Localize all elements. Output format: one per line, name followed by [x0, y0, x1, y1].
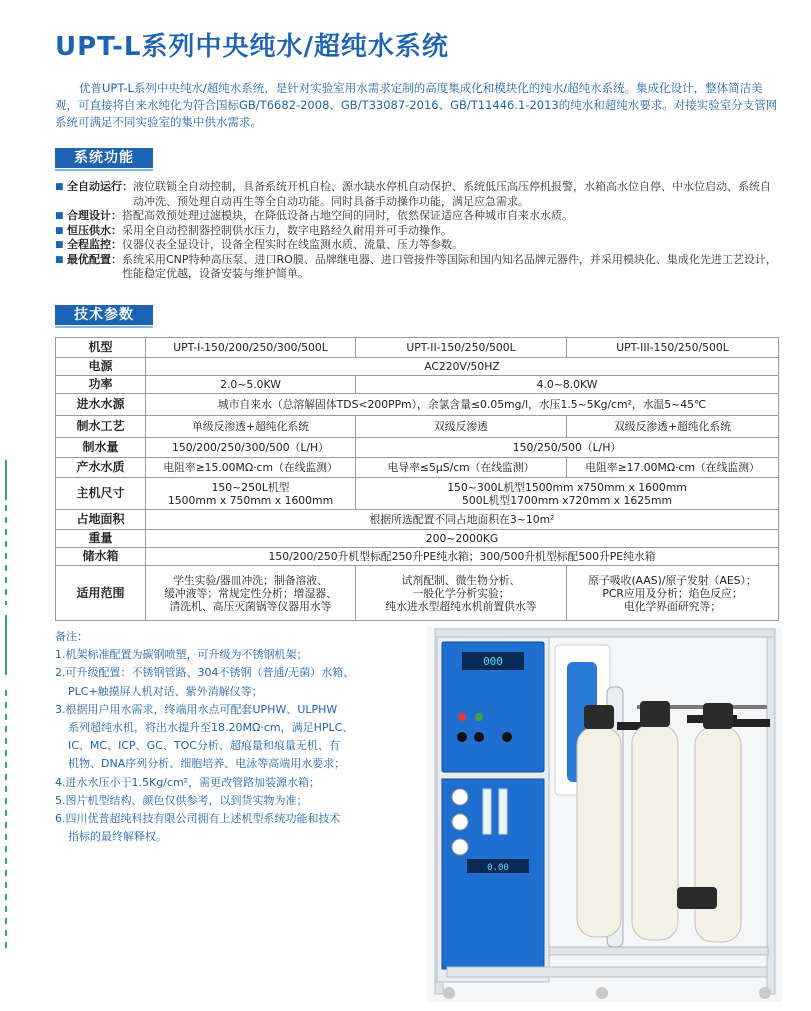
scope-line: 一般化学分析实验；	[412, 586, 510, 600]
scope-line: 原子吸收(AAS)/原子发射（AES）；	[588, 573, 757, 587]
row-header: 储水箱	[56, 548, 146, 566]
function-text: 采用全自动控制器控制供水压力，数字电路经久耐用并可手动操作。	[122, 223, 452, 237]
note-line: 机物、DNA序列分析、细胞培养、电泳等高端用水要求；	[68, 757, 346, 771]
table-row	[56, 358, 779, 376]
decorative-line	[5, 615, 7, 675]
row-header: 重量	[56, 530, 146, 548]
note-line: 指标的最终解释权。	[68, 830, 167, 844]
note-line: 3.根据用户用水需求，终端用水点可配套UPHW、ULPHW	[55, 702, 338, 716]
scope-line: PCR应用及分析；焰色反应；	[602, 586, 743, 600]
scope-line: 试剂配制、微生物分析、	[401, 573, 521, 587]
table-row	[56, 458, 779, 478]
scope-line: 学生实验/器皿冲洗；制备溶液、	[173, 573, 328, 587]
scope-line: 电化学界面研究等；	[623, 599, 722, 613]
meter-readout: 000	[483, 655, 503, 668]
square-bullet-icon: ■	[55, 225, 64, 236]
note-line: 系列超纯水机，将出水提升至18.20MΩ·cm，满足HPLC、	[68, 721, 354, 735]
table-row	[56, 416, 779, 438]
note-line: 5.图片机型结构、颜色仅供参考，以到货实物为准；	[55, 793, 308, 807]
note-line: 1.机架标准配置为碳钢喷塑，可升级为不锈钢机架；	[55, 648, 308, 662]
table-row	[56, 530, 779, 548]
row-header: 主机尺寸	[56, 478, 146, 510]
scope-line: 纯水进水型超纯水机前置供水等	[385, 599, 537, 613]
decorative-dashes	[5, 505, 7, 605]
function-text: 搭配高效预处理过滤模块，在降低设备占地空间的同时，依然保证适应各种城市自来水水质。	[122, 209, 573, 222]
function-label: 合理设计：	[67, 209, 122, 222]
table-cell: UPT-I-150/200/250/300/500L	[146, 338, 356, 358]
list-item	[55, 224, 780, 239]
row-header: 制水量	[56, 438, 146, 458]
row-header: 适用范围	[56, 566, 146, 621]
table-row	[56, 566, 779, 621]
section-heading-functions: 系统功能	[55, 148, 153, 168]
note-line: PLC+触摸屏人机对话、紫外消解仪等；	[68, 684, 263, 698]
function-list	[55, 180, 780, 282]
table-cell: UPT-III-150/250/500L	[567, 338, 779, 358]
square-bullet-icon: ■	[55, 240, 64, 250]
table-cell: 单级反渗透+超纯化系统	[146, 416, 356, 438]
table-cell: UPT-II-150/250/500L	[356, 338, 567, 358]
square-bullet-icon: ■	[55, 211, 64, 221]
row-header: 制水工艺	[56, 416, 146, 438]
note-line: 6.四川优普超纯科技有限公司拥有上述机型系统功能和技术	[55, 812, 341, 826]
table-cell: 根据所选配置不同占地面积在3~10m²	[146, 510, 779, 530]
table-cell	[146, 478, 356, 510]
row-header: 产水水质	[56, 458, 146, 478]
intro-paragraph: 优普UPT-L系列中央纯水/超纯水系统，是针对实验室用水需求定制的高度集成化和模块化的纯水/超纯水系统。集成化设计，整体简洁美观，可直接将自来水纯化为符合国标GB/T6682-2008、GB/T33087-2016、GB/T11446.1-2013的纯水和超纯水要求。对接实验室分支管网系统可满足不同实验室的集中供水需求。	[55, 81, 778, 129]
function-text: 系统采用CNP特种高压泵、进口RO膜、品牌继电器、进口管接件等国际和国内知名品牌元器件，并采用模块化、集成化先进工艺设计，性能稳定优越，设备安装与维护简单。	[122, 252, 777, 280]
function-label: 恒压供水：	[67, 223, 122, 237]
table-cell	[146, 566, 356, 621]
square-bullet-icon: ■	[55, 182, 64, 192]
table-cell: 2.0~5.0KW	[146, 376, 356, 394]
table-row	[56, 394, 779, 416]
row-header: 占地面积	[56, 510, 146, 530]
table-cell: 双级反渗透	[356, 416, 567, 438]
row-header: 进水水源	[56, 394, 146, 416]
notes	[55, 628, 425, 846]
function-text: 液位联锁全自动控制，具备系统开机自检、源水缺水停机自动保护、系统低压高压停机报警，水箱高水位自停、中水位启动、系统自动冲洗、预处理自动再生等全自动功能。同时具备手动操作功能，满足应急需求。	[133, 180, 771, 208]
table-cell: 电阻率≥15.00MΩ·cm（在线监测）	[146, 458, 356, 478]
spec-table	[55, 337, 779, 621]
table-cell	[567, 566, 779, 621]
table-row	[56, 478, 779, 510]
function-text: 仪器仪表全显设计，设备全程实时在线监测水质、流量、压力等参数。	[122, 238, 463, 251]
decorative-dashes	[5, 690, 7, 950]
function-label: 全自动运行：	[67, 180, 133, 193]
table-row	[56, 338, 779, 358]
square-bullet-icon: ■	[55, 254, 64, 265]
table-cell: 150/200/250升机型标配250升PE纯水箱；300/500升机型标配500升PE纯水箱	[146, 548, 779, 566]
function-label: 最优配置：	[67, 252, 122, 266]
table-row	[56, 438, 779, 458]
table-row	[56, 376, 779, 394]
page-title: UPT-L系列中央纯水/超纯水系统	[55, 32, 449, 62]
table-cell	[356, 566, 567, 621]
table-cell: 150/250/500（L/H）	[356, 438, 779, 458]
scope-line: 清洗机、高压灭菌锅等仪器用水等	[169, 599, 332, 613]
row-header: 机型	[56, 338, 146, 358]
size-line: 500L机型1700mm x720mm x 1625mm	[462, 493, 672, 507]
table-row	[56, 548, 779, 566]
table-cell: 200~2000KG	[146, 530, 779, 548]
note-line: 4.进水水压小于1.5Kg/cm²，需更改管路加装源水箱；	[55, 775, 321, 789]
row-header: 功率	[56, 376, 146, 394]
list-item	[55, 253, 780, 282]
table-cell	[356, 478, 779, 510]
note-line: 2.可升级配置：不锈钢管路、304不锈钢（普通/无菌）水箱、	[55, 666, 355, 680]
table-cell: 4.0~8.0KW	[356, 376, 779, 394]
list-item	[55, 180, 780, 209]
decorative-line	[5, 460, 7, 500]
list-item	[55, 238, 780, 253]
scope-line: 缓冲液等；常规定性分析；增湿器、	[164, 586, 337, 600]
size-line: 150~300L机型1500mm x750mm x 1600mm	[447, 480, 687, 494]
table-cell: 150/200/250/300/500（L/H）	[146, 438, 356, 458]
function-label: 全程监控：	[67, 238, 122, 251]
table-cell: 电阻率≥17.00MΩ·cm（在线监测）	[567, 458, 779, 478]
table-cell: AC220V/50HZ	[146, 358, 779, 376]
section-heading-specs: 技术参数	[55, 305, 153, 325]
size-line: 150~250L机型	[211, 480, 290, 494]
table-cell: 城市自来水（总溶解固体TDS<200PPm），余氯含量≤0.05mg/l，水压1.5~5Kg/cm²，水温5~45℃	[146, 394, 779, 416]
size-line: 1500mm x 750mm x 1600mm	[167, 493, 334, 507]
water-system-photo	[427, 627, 782, 1002]
meter-readout: 0.00	[487, 863, 509, 873]
table-row	[56, 510, 779, 530]
table-cell: 电导率≤5μS/cm（在线监测）	[356, 458, 567, 478]
list-item	[55, 209, 780, 224]
table-cell: 双级反渗透+超纯化系统	[567, 416, 779, 438]
note-line: IC、MC、ICP、GC、TOC分析、超痕量和痕量无机、有	[68, 739, 340, 753]
notes-heading: 备注：	[55, 630, 88, 643]
row-header: 电源	[56, 358, 146, 376]
